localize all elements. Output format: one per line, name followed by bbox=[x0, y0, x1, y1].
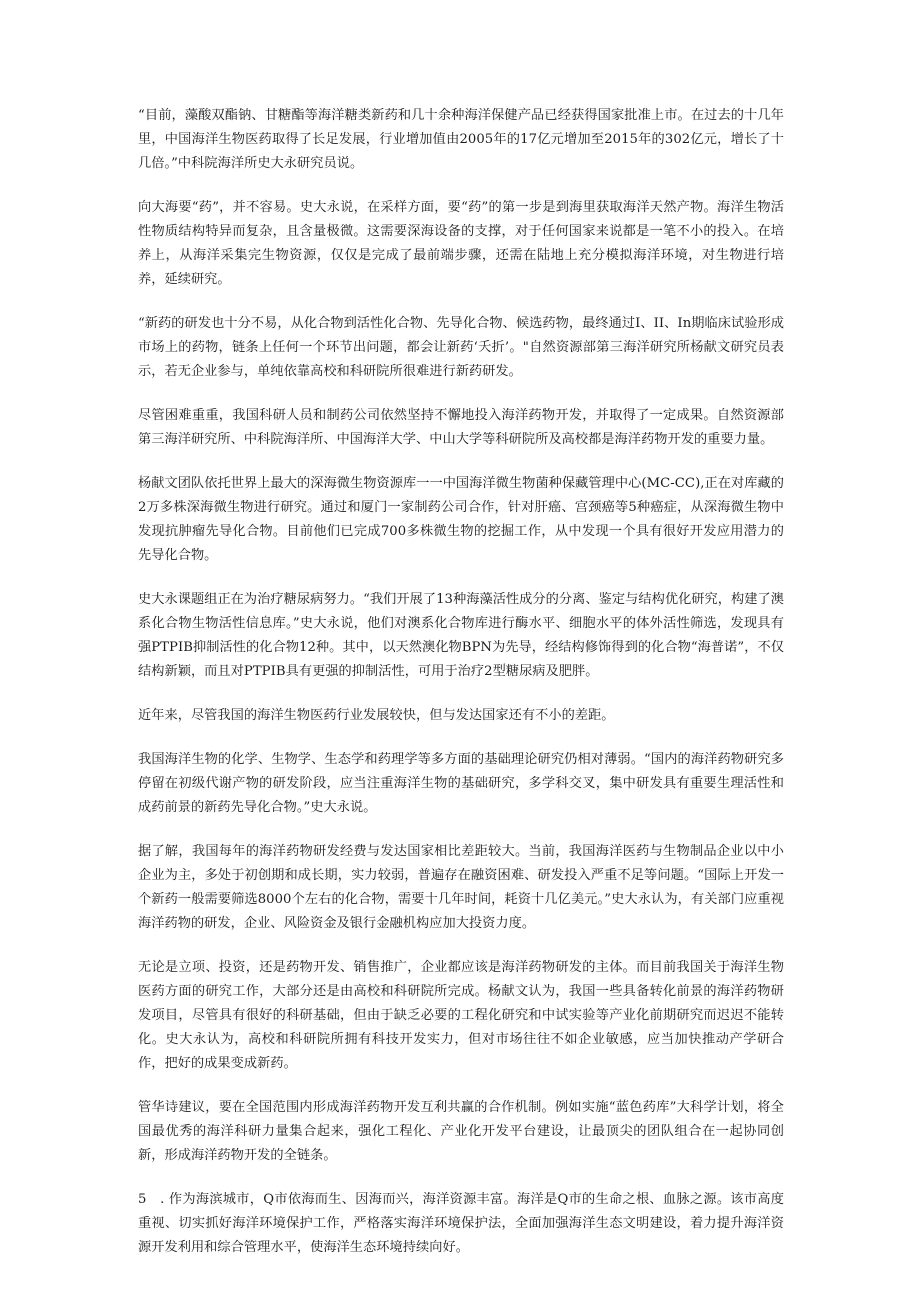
paragraph-2: 向大海要“药”，并不容易。史大永说，在采样方面，要“药”的第一步是到海里获取海洋天然产物。海洋生物活性物质结构特异而复杂，且含量极微。这需要深海设备的支撑，对于任何国家来说都是一笔不小的投入。在培养上，从海洋采集完生物资源，仅仅是完成了最前端步骤，还需在陆地上充分模拟海洋环境，对生物进行培养，延续研究。 bbox=[138, 200, 784, 287]
paragraph-11: 管华诗建议，要在全国范围内形成海洋药物开发互利共赢的合作机制。例如实施“蓝色药库”大科学计划，将全国最优秀的海洋科研力量集合起来，强化工程化、产业化开发平台建设，让最顶尖的团队组合在一起协同创新，形成海洋药物开发的全链条。 bbox=[138, 1100, 784, 1163]
paragraph-10: 无论是立项、投资，还是药物开发、销售推广，企业都应该是海洋药物研发的主体。而目前我国关于海洋生物医药方面的研究工作，大部分还是由高校和科研院所完成。杨献文认为，我国一些具备转化前景的海洋药物研发项目，尽管具有很好的科研基础，但由于缺乏必要的工程化研究和中试实验等产业化前期研究而迟迟不能转化。史大永认为，高校和科研院所拥有科技开发实力，但对市场往往不如企业敏感，应当加快推动产学研合作，把好的成果变成新药。 bbox=[138, 960, 784, 1071]
paragraph-3: “新药的研发也十分不易，从化合物到活性化合物、先导化合物、候选药物，最终通过I、II、In期临床试验形成市场上的药物，链条上任何一个环节出问题，都会让新药‘夭折’。"自然资源部第三海洋研究所杨献文研究员表示，若无企业参与，单纯依靠高校和科研院所很难进行新药研发。 bbox=[138, 316, 784, 379]
paragraph-9: 据了解，我国每年的海洋药物研发经费与发达国家相比差距较大。当前，我国海洋医药与生物制品企业以中小企业为主，多处于初创期和成长期，实力较弱，普遍存在融资困难、研发投入严重不足等问题。“国际上开发一个新药一般需要筛选8000个左右的化合物，需要十几年时间，耗资十几亿美元。”史大永认为，有关部门应重视海洋药物的研发，企业、风险资金及银行金融机构应加大投资力度。 bbox=[138, 844, 784, 931]
paragraph-6: 史大永课题组正在为治疗糖尿病努力。“我们开展了13种海藻活性成分的分离、鉴定与结构优化研究，构建了澳系化合物生物活性信息库。”史大永说，他们对澳系化合物库进行酶水平、细胞水平的体外活性筛选，发现具有强PTPIB抑制活性的化合物12种。其中，以天然澳化物BPN为先导，经结构修饰得到的化合物“海普诺”，不仅结构新颖，而且对PTPIB具有更强的抑制活性，可用于治疗2型糖尿病及肥胖。 bbox=[138, 592, 784, 679]
paragraph-5: 杨献文团队依托世界上最大的深海微生物资源库一一中国海洋微生物菌种保藏管理中心(MC-CC),正在对库藏的2万多株深海微生物进行研究。通过和厦门一家制药公司合作，针对肝癌、宫颈癌等5种癌症，从深海微生物中发现抗肿瘤先导化合物。目前他们已完成700多株微生物的挖掘工作，从中发现一个具有很好开发应用潜力的先导化合物。 bbox=[138, 476, 784, 563]
paragraph-7: 近年来，尽管我国的海洋生物医药行业发展较快，但与发达国家还有不小的差距。 bbox=[138, 708, 615, 723]
paragraph-12: 5 . 作为海滨城市，Q市依海而生、因海而兴，海洋资源丰富。海洋是Q市的生命之根、血脉之源。该市高度重视、切实抓好海洋环境保护工作，严格落实海洋环境保护法，全面加强海洋生态文明建设，着力提升海洋资源开发利用和综合管理水平，使海洋生态环境持续向好。 bbox=[138, 1192, 784, 1255]
paragraph-8: 我国海洋生物的化学、生物学、生态学和药理学等多方面的基础理论研究仍相对薄弱。“国内的海洋药物研究多停留在初级代谢产物的研发阶段，应当注重海洋生物的基础研究，多学科交叉，集中研发具有重要生理活性和成药前景的新药先导化合物。”史大永说。 bbox=[138, 752, 784, 815]
document-body bbox=[138, 104, 784, 1280]
paragraph-1: “目前，藻酸双酯钠、甘糖酯等海洋糖类新药和几十余种海洋保健产品已经获得国家批准上市。在过去的十几年里，中国海洋生物医药取得了长足发展，行业增加值由2005年的17亿元增加至2015年的302亿元，增长了十几倍。”中科院海洋所史大永研究员说。 bbox=[138, 108, 784, 171]
paragraph-4: 尽管困难重重，我国科研人员和制药公司依然坚持不懈地投入海洋药物开发，并取得了一定成果。自然资源部第三海洋研究所、中科院海洋所、中国海洋大学、中山大学等科研院所及高校都是海洋药物开发的重要力量。 bbox=[138, 408, 784, 447]
